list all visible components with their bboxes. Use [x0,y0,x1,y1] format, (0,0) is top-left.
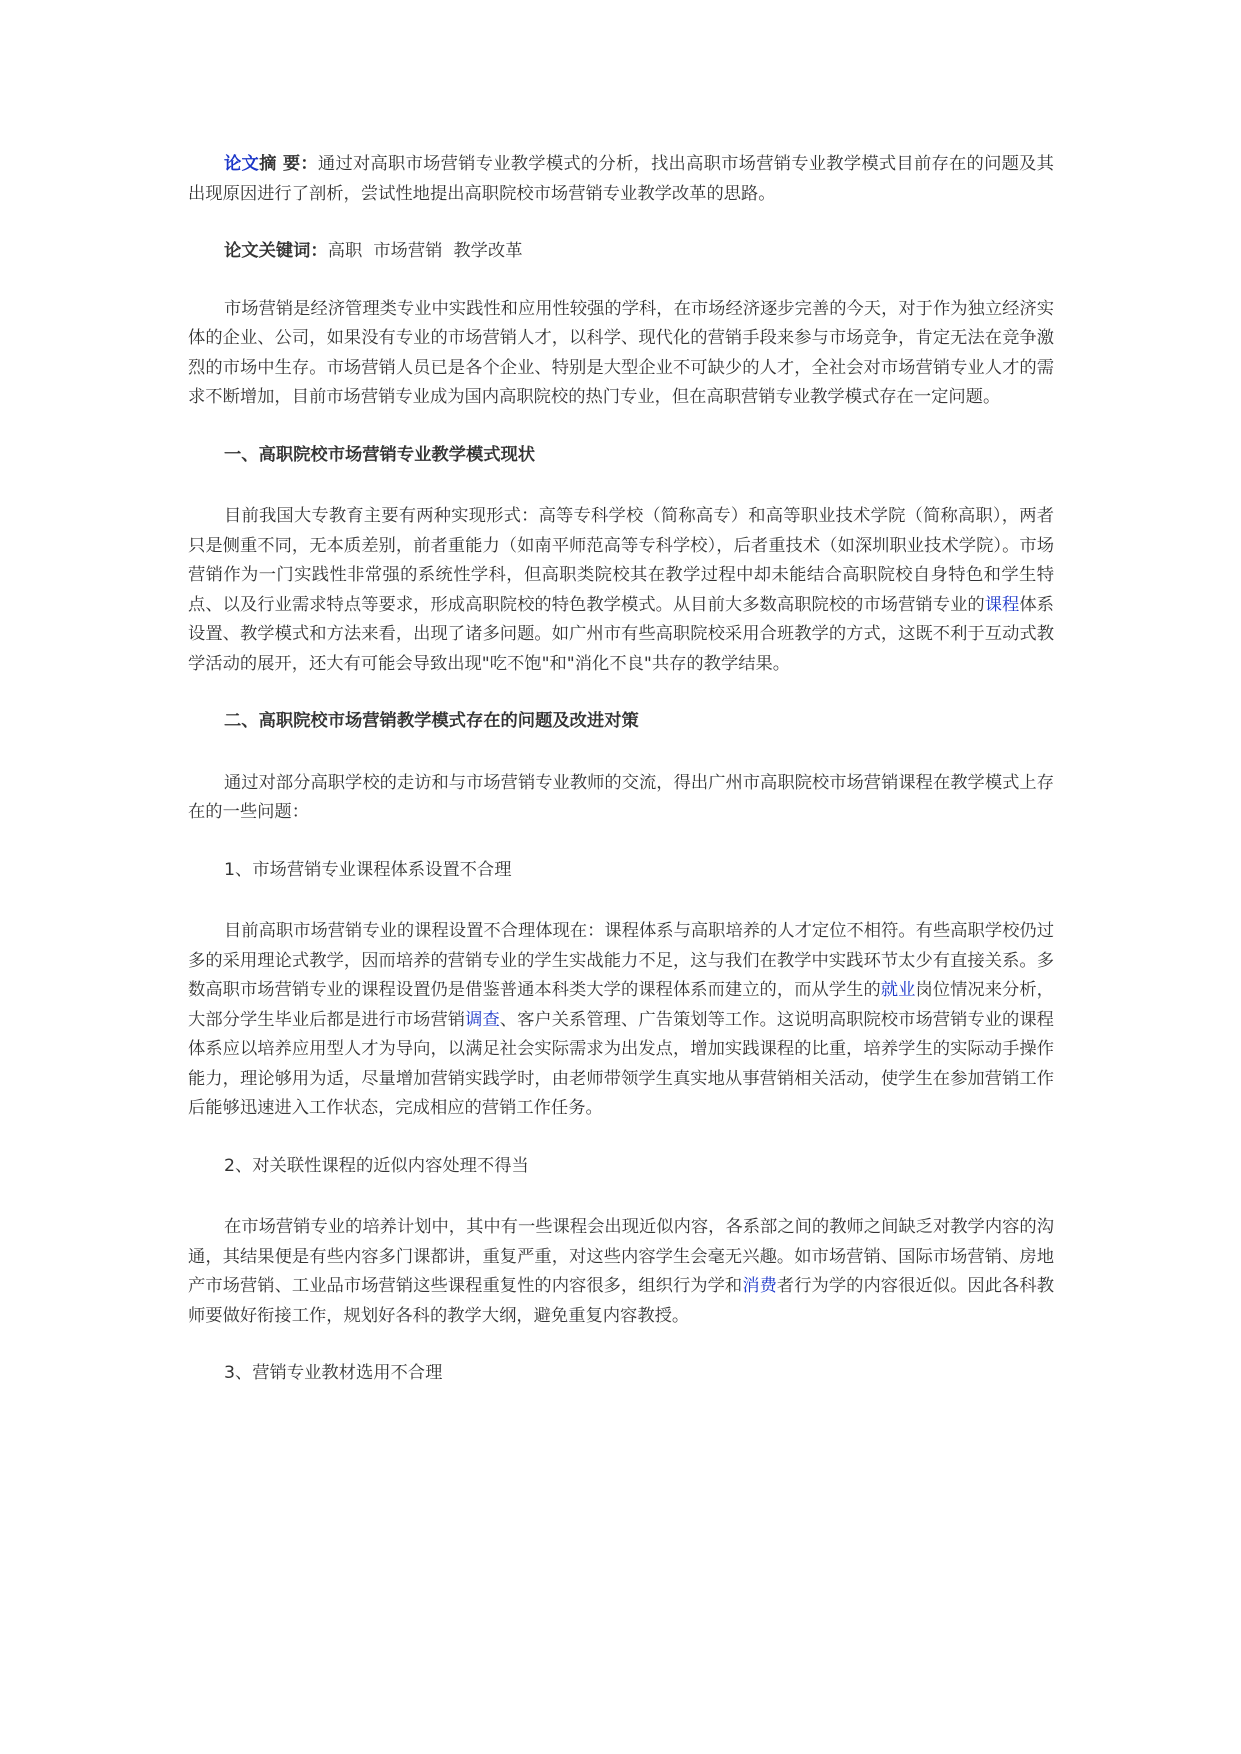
item1-link-diaocha[interactable]: 调查 [465,1009,500,1030]
abstract-paragraph [188,150,1054,209]
keywords-label: 论文关键词： [224,241,328,261]
item2-text-b: 者行为学的内容很近似。因此各科教师要做好衔接工作，规划好各科的教学大纲，避免重复内容教授。 [188,1276,1054,1326]
abstract-text: 通过对高职市场营销专业教学模式的分析，找出高职市场营销专业教学模式目前存在的问题及其出现原因进行了剖析，尝试性地提出高职院校市场营销专业教学改革的思路。 [188,154,1054,204]
item2-paragraph [188,1213,1054,1331]
section1-heading: 一、高职院校市场营销专业教学模式现状 [224,444,536,465]
abstract-label-link[interactable]: 论文 [224,154,260,174]
item1-paragraph [188,917,1054,1124]
section2-intro: 通过对部分高职学校的走访和与市场营销专业教师的交流，得出广州市高职院校市场营销课程在教学模式上存在的一些问题： [188,772,1054,822]
section1-paragraph [188,502,1054,679]
section2-heading: 二、高职院校市场营销教学模式存在的问题及改进对策 [224,711,639,731]
item1-link-jiuye[interactable]: 就业 [880,980,916,1000]
item2-title: 2、对关联性课程的近似内容处理不得当 [224,1155,529,1176]
item1-text-a: 目前高职市场营销专业的课程设置不合理体现在：课程体系与高职培养的人才定位不相符。有些高职学校仍过多的采用理论式教学，因而培养的营销专业的学生实战能力不足，这与我们在教学中实践环节太少有直接关系。多数高职市场营销专业的课程设置仍是借鉴普通本科类大学的课程体系而建立的，而从学生的 [188,921,1054,1000]
item1-text-c: 、客户关系管理、广告策划等工作。这说明高职院校市场营销专业的课程体系应以培养应用型人才为导向，以满足社会实际需求为出发点，增加实践课程的比重，培养学生的实际动手操作能力，理论够用为适，尽量增加营销实践学时，由老师带领学生真实地从事营销相关活动，使学生在参加营销工作后能够迅速进入工作状态，完成相应的营销工作任务。 [188,1009,1054,1118]
abstract-label: 摘 要： [259,154,318,174]
intro-paragraph: 市场营销是经济管理类专业中实践性和应用性较强的学科，在市场经济逐步完善的今天，对于作为独立经济实体的企业、公司，如果没有专业的市场营销人才，以科学、现代化的营销手段来参与市场竞争，肯定无法在竞争激烈的市场中生存。市场营销人员已是各个企业、特别是大型企业不可缺少的人才，全社会对市场营销专业人才的需求不断增加，目前市场营销专业成为国内高职院校的热门专业，但在高职营销专业教学模式存在一定问题。 [188,298,1054,407]
item1-title: 1、市场营销专业课程体系设置不合理 [224,859,512,880]
document-body [188,150,1054,1421]
item2-text-a: 在市场营销专业的培养计划中，其中有一些课程会出现近似内容，各系部之间的教师之间缺乏对教学内容的沟通，其结果便是有些内容多门课都讲，重复严重，对这些内容学生会毫无兴趣。如市场营销、国际市场营销、房地产市场营销、工业品市场营销这些课程重复性的内容很多，组织行为学和 [188,1217,1054,1296]
section1-link-kecheng[interactable]: 课程 [984,594,1020,615]
item2-link-xiaofei[interactable]: 消费 [742,1276,777,1296]
item1-text-b: 岗位情况来分析，大部分学生毕业后都是进行市场营销 [188,980,1054,1030]
keywords-paragraph [188,237,1054,267]
item3-title: 3、营销专业教材选用不合理 [224,1363,443,1383]
section1-text-b: 体系设置、教学模式和方法来看，出现了诸多问题。如广州市有些高职院校采用合班教学的方式，这既不利于互动式教学活动的展开，还大有可能会导致出现"吃不饱"和"消化不良"共存的教学结果。 [188,594,1054,674]
keywords-text: 高职 市场营销 教学改革 [327,241,523,261]
section1-text-a: 目前我国大专教育主要有两种实现形式：高等专科学校（简称高专）和高等职业技术学院（简称高职），两者只是侧重不同，无本质差别，前者重能力（如南平师范高等专科学校），后者重技术（如深圳职业技术学院）。市场营销作为一门实践性非常强的系统性学科，但高职类院校其在教学过程中却未能结合高职院校自身特色和学生特点、以及行业需求特点等要求，形成高职院校的特色教学模式。从目前大多数高职院校的市场营销专业的 [188,506,1054,615]
